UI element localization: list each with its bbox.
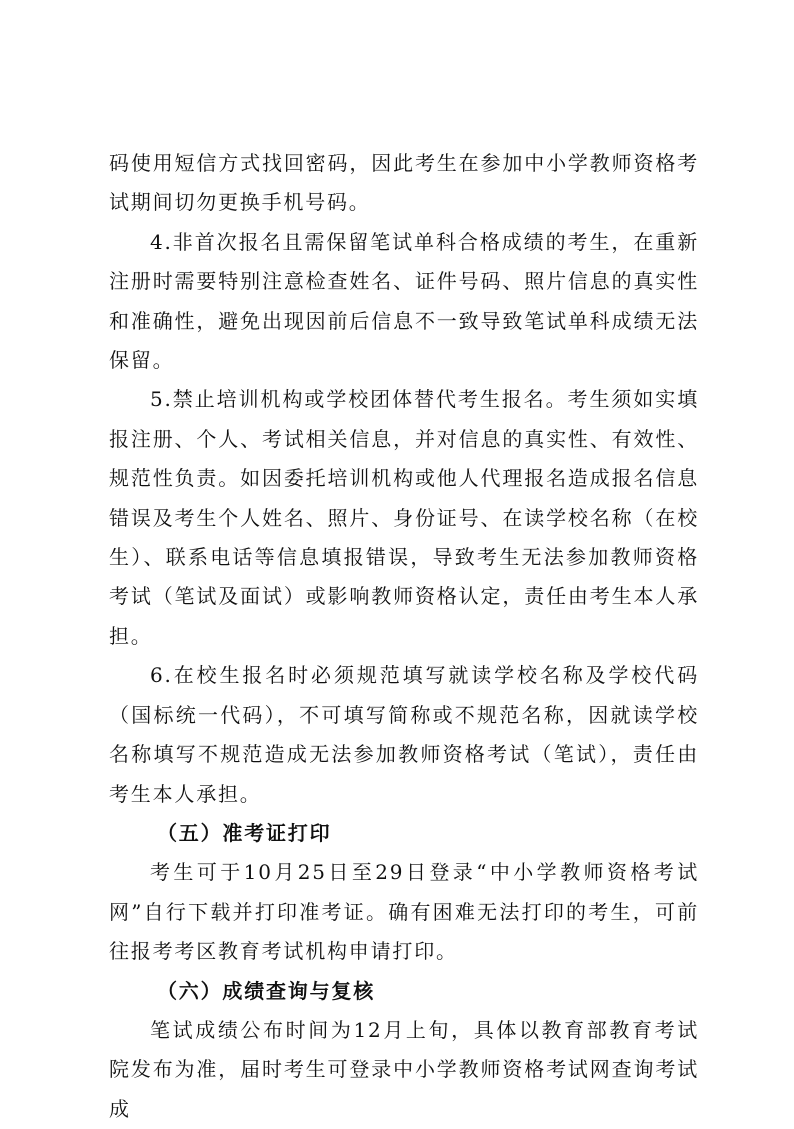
section-heading-admission-ticket: （五）准考证打印 xyxy=(157,820,332,845)
paragraph-phone-continuation: 码使用短信方式找回密码，因此考生在参加中小学教师资格考试期间切勿更换手机号码。 xyxy=(109,151,699,215)
paragraph-item-6: 6.在校生报名时必须规范填写就读学校名称及学校代码（国标统一代码），不可填写简称或不规范名称，因就读学校名称填写不规范造成无法参加教师资格考试（笔试），责任由考生本人承担。 xyxy=(109,663,699,806)
section-heading-score-query: （六）成绩查询与复核 xyxy=(157,978,375,1003)
paragraph-score-query: 笔试成绩公布时间为12月上旬，具体以教育部教育考试院发布为准，届时考生可登录中小学教师资格考试网查询考试成 xyxy=(109,1017,699,1121)
paragraph-admission-ticket: 考生可于10月25日至29日登录“中小学教师资格考试网”自行下载并打印准考证。确有困难无法打印的考生，可前往报考考区教育考试机构申请打印。 xyxy=(109,860,699,964)
document-page xyxy=(109,144,699,1129)
paragraph-item-5: 5.禁止培训机构或学校团体替代考生报名。考生须如实填报注册、个人、考试相关信息，并对信息的真实性、有效性、规范性负责。如因委托培训机构或他人代理报名造成报名信息错误及考生个人姓名、照片、身份证号、在读学校名称（在校生）、联系电话等信息填报错误，导致考生无法参加教师资格考试（笔试及面试）或影响教师资格认定，责任由考生本人承担。 xyxy=(109,387,699,648)
paragraph-item-4: 4.非首次报名且需保留笔试单科合格成绩的考生，在重新注册时需要特别注意检查姓名、证件号码、照片信息的真实性和准确性，避免出现因前后信息不一致导致笔试单科成绩无法保留。 xyxy=(109,229,699,373)
